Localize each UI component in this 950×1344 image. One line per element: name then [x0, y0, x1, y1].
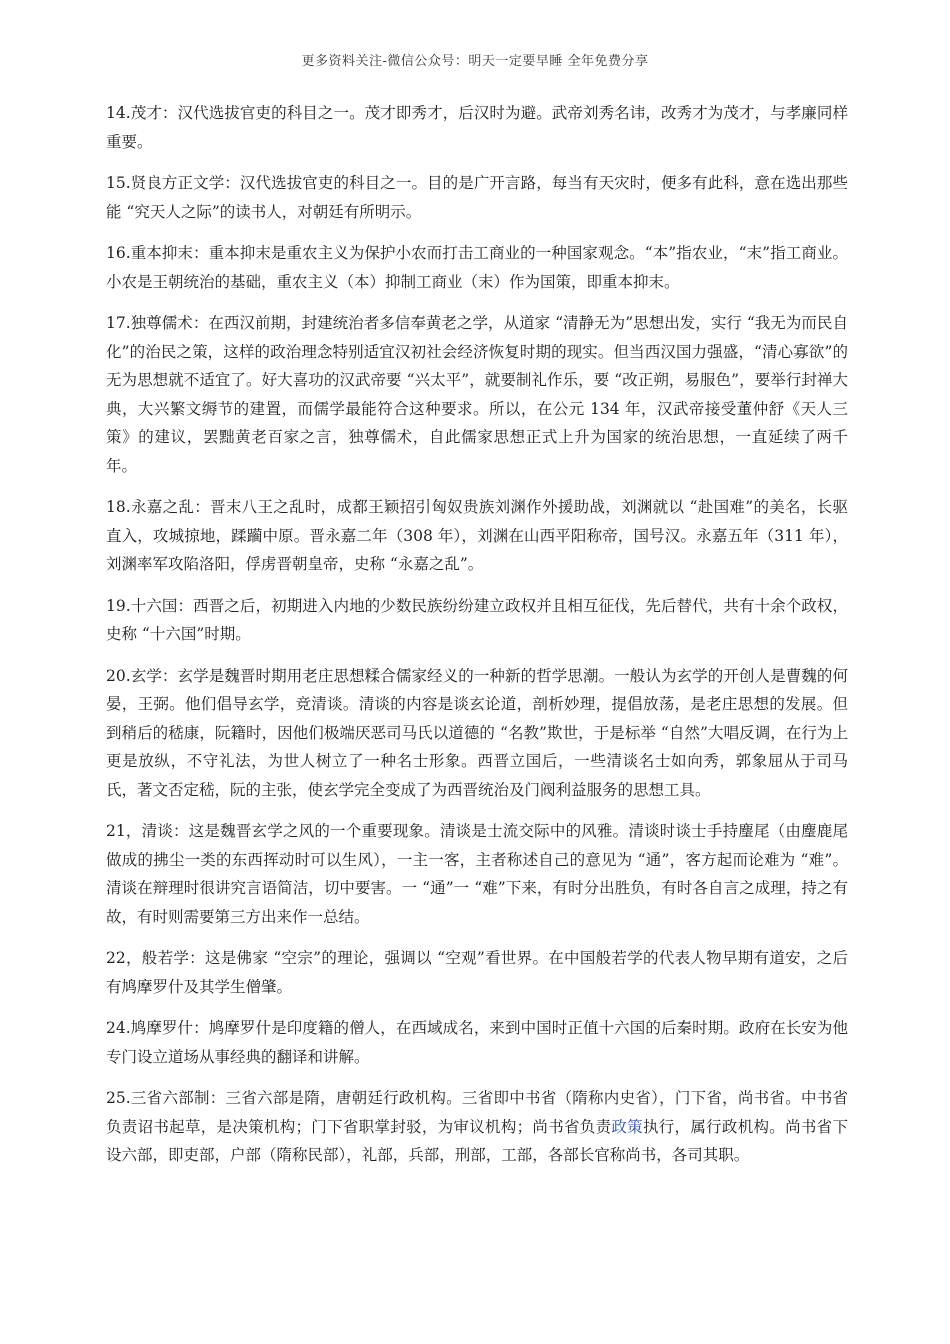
document-body — [106, 99, 848, 1183]
entry-18-yongjia: 18.永嘉之乱：晋末八王之乱时，成都王颖招引匈奴贵族刘渊作外援助战，刘渊就以 “赴国难”的美名，长驱直入，攻城掠地，蹂躏中原。晋永嘉二年（308 年），刘渊在山西平阳称帝，国号汉。永嘉五年（311 年），刘渊率军攻陷洛阳，俘虏晋朝皇帝，史称 “永嘉之乱”。 — [106, 498, 848, 573]
page-header: 更多资料关注-微信公众号：明天一定要早睡 全年免费分享 — [301, 54, 649, 69]
entry-20-xuanxue: 20.玄学：玄学是魏晋时期用老庄思想糅合儒家经义的一种新的哲学思潮。一般认为玄学的开创人是曹魏的何晏，王弼。他们倡导玄学，竞清谈。清谈的内容是谈玄论道，剖析妙理，提倡放荡，是老庄思想的发展。但到稍后的嵇康，阮籍时，因他们极端厌恶司马氏以道德的 “名教”欺世，于是标举 “自然”大唱反调，在行为上更是放纵，不守礼法，为世人树立了一种名士形象。西晋立国后，一些清谈名士如向秀，郭象屈从于司马氏，著文否定嵇，阮的主张，使玄学完全变成了为西晋统治及门阀利益服务的思想工具。 — [106, 666, 848, 799]
entry-25-sansheng-liubu — [106, 1084, 848, 1170]
entry-17-duzun-rushu: 17.独尊儒术：在西汉前期，封建统治者多信奉黄老之学，从道家 “清静无为”思想出发，实行 “我无为而民自化”的治民之策，这样的政治理念特别适宜汉初社会经济恢复时期的现实。但当西汉国力强盛，“清心寡欲”的无为思想就不适宜了。好大喜功的汉武帝要 “兴太平”，就要制礼作乐，要 “改正朔，易服色”，要举行封禅大典，大兴繁文缛节的建置，而儒学最能符合这种要求。所以，在公元 134 年，汉武帝接受董仲舒《天人三策》的建议，罢黜黄老百家之言，独尊儒术，自此儒家思想正式上升为国家的统治思想，一直延续了两千年。 — [106, 314, 848, 475]
entry-16-zhongben-yimo: 16.重本抑末：重本抑末是重农主义为保护小农而打击工商业的一种国家观念。“本”指农业，“末”指工商业。小农是王朝统治的基础，重农主义（本）抑制工商业（末）作为国策，即重本抑末。 — [106, 244, 848, 291]
entry-25-text-after: 执行，属行政机构。尚书省下设六部，即吏部，户部（隋称民部），礼部，兵部，刑部，工部，各部长官称尚书，各司其职。 — [106, 1117, 848, 1164]
entry-14-maocai: 14.茂才：汉代选拔官吏的科目之一。茂才即秀才，后汉时为避。武帝刘秀名讳，改秀才为茂才，与孝廉同样重要。 — [106, 104, 848, 151]
entry-22-boruoxue: 22，般若学：这是佛家 “空宗”的理论，强调以 “空观”看世界。在中国般若学的代表人物早期有道安，之后有鸠摩罗什及其学生僧肇。 — [106, 949, 848, 996]
entry-25-text-before: 25.三省六部制：三省六部是隋，唐朝廷行政机构。三省即中书省（隋称内史省），门下省，尚书省。中书省负责诏书起草，是决策机构；门下省职掌封驳，为审议机构；尚书省负责 — [106, 1089, 848, 1136]
entry-24-jiumoluoshi: 24.鸠摩罗什：鸠摩罗什是印度籍的僧人，在西域成名，来到中国时正值十六国的后秦时期。政府在长安为他专门设立道场从事经典的翻译和讲解。 — [106, 1019, 848, 1066]
entry-21-qingtan: 21，清谈：这是魏晋玄学之风的一个重要现象。清谈是士流交际中的风雅。清谈时谈士手持麈尾（由麈鹿尾做成的拂尘一类的东西挥动时可以生风），一主一客，主者称述自己的意见为 “通”，客方起而论难为 “难”。清谈在辩理时很讲究言语简洁，切中要害。一 “通”一 “难”下来，有时分出胜负，有时各自言之成理，持之有故，有时则需要第三方出来作一总结。 — [106, 822, 848, 926]
entry-19-shiliuguo: 19.十六国：西晋之后，初期进入内地的少数民族纷纷建立政权并且相互征伐，先后替代，共有十余个政权，史称 “十六国”时期。 — [106, 596, 848, 643]
entry-15-xianliang: 15.贤良方正文学：汉代选拔官吏的科目之一。目的是广开言路，每当有天灾时，便多有此科，意在选出那些能 “究天人之际”的读书人，对朝廷有所明示。 — [106, 174, 848, 221]
policy-link[interactable]: 政策 — [611, 1117, 643, 1136]
